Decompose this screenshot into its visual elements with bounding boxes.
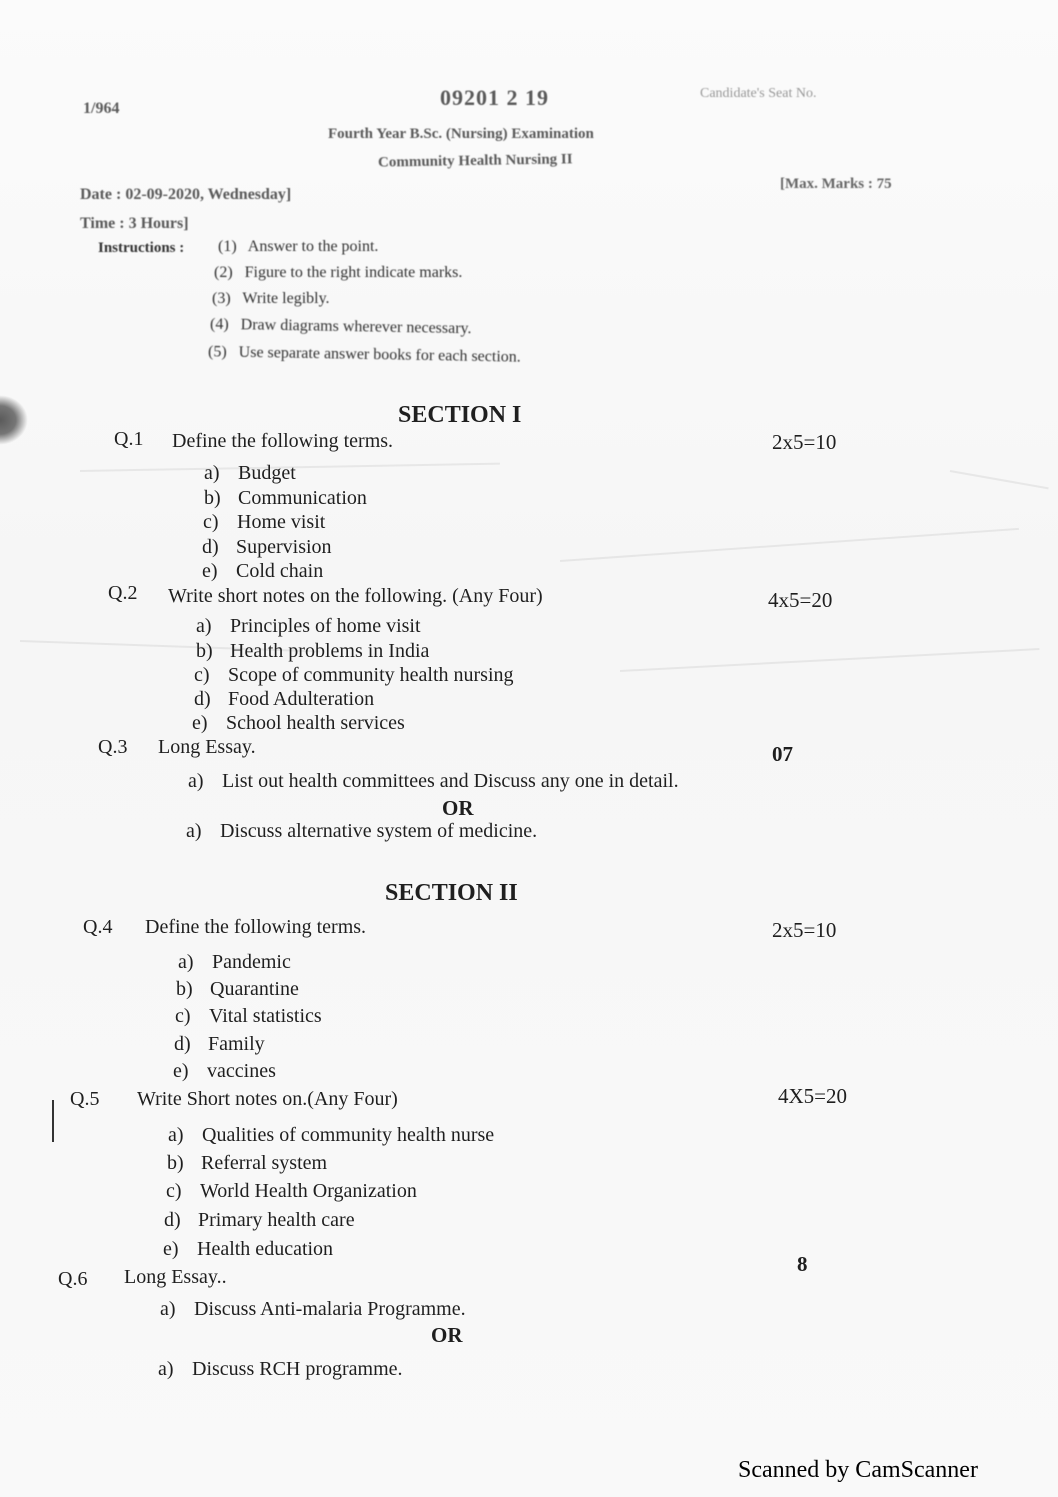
item-text: Quarantine (210, 978, 299, 1000)
question-number: Q.1 (114, 428, 144, 450)
item-text: Cold chain (236, 560, 324, 582)
item-letter: c) (175, 1005, 191, 1027)
instructions-label: Instructions : (98, 240, 185, 256)
essay-option (188, 770, 679, 793)
list-item (204, 487, 367, 510)
item-text: Home visit (237, 511, 326, 533)
item-letter: d) (202, 536, 219, 558)
instruction-item (210, 316, 472, 339)
instruction-text: Use separate answer books for each section. (238, 343, 521, 366)
list-item (202, 536, 332, 559)
paper-id: 09201 2 19 (440, 85, 549, 110)
item-text: Discuss alternative system of medicine. (220, 820, 538, 842)
question-marks: 4x5=20 (768, 588, 833, 612)
subject-title: Community Health Nursing II (377, 151, 573, 171)
item-text: Scope of community health nursing (228, 664, 514, 686)
list-item (194, 688, 374, 711)
item-letter: e) (192, 712, 208, 734)
item-letter: a) (196, 615, 212, 637)
paper-crease (560, 528, 1019, 562)
list-item (167, 1152, 327, 1175)
list-item (163, 1238, 333, 1261)
question-marks: 4X5=20 (778, 1084, 848, 1108)
question-text: Write Short notes on.(Any Four) (137, 1088, 398, 1110)
list-item (176, 978, 299, 1001)
list-item (175, 1005, 322, 1028)
or-separator: OR (442, 796, 474, 820)
instruction-text: Answer to the point. (247, 238, 379, 255)
question-number: Q.5 (70, 1088, 100, 1110)
exam-date: Date : 02-09-2020, Wednesday] (80, 186, 292, 203)
question-number: Q.4 (83, 916, 113, 938)
item-letter: a) (204, 462, 220, 484)
item-letter: e) (163, 1238, 179, 1260)
item-letter: d) (164, 1209, 181, 1231)
item-text: Discuss RCH programme. (192, 1358, 403, 1380)
essay-option (158, 1358, 403, 1381)
list-item (194, 664, 514, 687)
list-item (203, 511, 325, 534)
instruction-item (218, 238, 378, 256)
question-marks: 07 (772, 742, 793, 766)
instruction-text: Figure to the right indicate marks. (244, 264, 463, 281)
or-separator: OR (431, 1323, 463, 1347)
question-text: Long Essay.. (124, 1266, 227, 1288)
question-text: Write short notes on the following. (Any Four) (168, 585, 543, 607)
item-text: Supervision (236, 536, 332, 558)
item-text: Vital statistics (209, 1005, 322, 1027)
instruction-number: (3) (212, 290, 231, 307)
list-item (204, 462, 296, 485)
instruction-item (208, 343, 521, 366)
item-letter: c) (203, 511, 219, 533)
list-item (173, 1060, 276, 1083)
item-text: World Health Organization (200, 1180, 417, 1202)
item-text: vaccines (207, 1060, 276, 1082)
list-item (164, 1209, 355, 1232)
list-item (178, 951, 291, 974)
essay-option (186, 820, 537, 843)
seat-number-label: Candidate's Seat No. (700, 86, 817, 101)
instruction-text: Draw diagrams wherever necessary. (240, 316, 472, 338)
item-text: Qualities of community health nurse (202, 1124, 495, 1146)
item-letter: a) (158, 1358, 174, 1380)
list-item (202, 560, 323, 583)
item-letter: e) (202, 560, 218, 582)
list-item (168, 1124, 494, 1147)
item-text: Pandemic (212, 951, 291, 973)
question-text: Long Essay. (158, 736, 256, 758)
item-letter: c) (194, 664, 210, 686)
exam-title: Fourth Year B.Sc. (Nursing) Examination (328, 126, 594, 142)
item-text: Food Adulteration (228, 688, 375, 710)
scanner-watermark: Scanned by CamScanner (738, 1457, 978, 1483)
item-letter: a) (186, 820, 202, 842)
item-letter: a) (188, 770, 204, 792)
paper-crease (950, 470, 1049, 489)
item-text: Budget (238, 462, 296, 484)
paper-code: 1/964 (83, 100, 120, 117)
section-2-title: SECTION II (385, 880, 518, 906)
item-text: Referral system (201, 1152, 328, 1174)
item-letter: e) (173, 1060, 189, 1082)
list-item (196, 615, 421, 638)
item-text: Family (208, 1033, 265, 1055)
item-letter: c) (166, 1180, 182, 1202)
item-letter: b) (167, 1152, 184, 1174)
instruction-item (214, 264, 462, 282)
instruction-number: (5) (207, 343, 227, 361)
question-text: Define the following terms. (145, 916, 367, 938)
instruction-item (212, 290, 330, 308)
list-item (166, 1180, 417, 1203)
item-text: Communication (238, 487, 367, 509)
question-number: Q.3 (98, 736, 128, 758)
instruction-number: (1) (218, 238, 237, 255)
question-number: Q.6 (58, 1268, 88, 1290)
question-marks: 2x5=10 (772, 918, 837, 942)
question-marks: 8 (797, 1252, 808, 1276)
question-marks: 2x5=10 (772, 430, 837, 454)
list-item (196, 640, 429, 663)
paper-crease (620, 648, 1040, 672)
instruction-number: (2) (214, 264, 233, 281)
item-letter: b) (176, 978, 193, 1000)
section-1-title: SECTION I (398, 402, 522, 428)
scan-edge-smudge (0, 395, 28, 445)
item-letter: d) (174, 1033, 191, 1055)
item-text: List out health committees and Discuss any one in detail. (222, 770, 679, 792)
item-text: Primary health care (198, 1209, 355, 1231)
essay-option (160, 1298, 466, 1321)
instruction-number: (4) (209, 315, 229, 334)
exam-time: Time : 3 Hours] (80, 215, 189, 232)
max-marks: [Max. Marks : 75 (780, 176, 892, 192)
item-letter: a) (168, 1124, 184, 1146)
item-letter: a) (178, 951, 194, 973)
instruction-text: Write legibly. (242, 290, 330, 307)
item-letter: b) (204, 487, 221, 509)
question-number: Q.2 (108, 582, 138, 604)
item-text: School health services (226, 712, 405, 734)
list-item (174, 1033, 265, 1056)
scan-edge-line (52, 1100, 54, 1142)
item-letter: b) (196, 640, 213, 662)
item-text: Health education (197, 1238, 334, 1260)
item-text: Health problems in India (230, 640, 430, 662)
item-text: Principles of home visit (230, 615, 421, 637)
question-text: Define the following terms. (172, 430, 394, 452)
item-text: Discuss Anti-malaria Programme. (194, 1298, 466, 1320)
item-letter: d) (194, 688, 211, 710)
item-letter: a) (160, 1298, 176, 1320)
list-item (192, 712, 405, 735)
